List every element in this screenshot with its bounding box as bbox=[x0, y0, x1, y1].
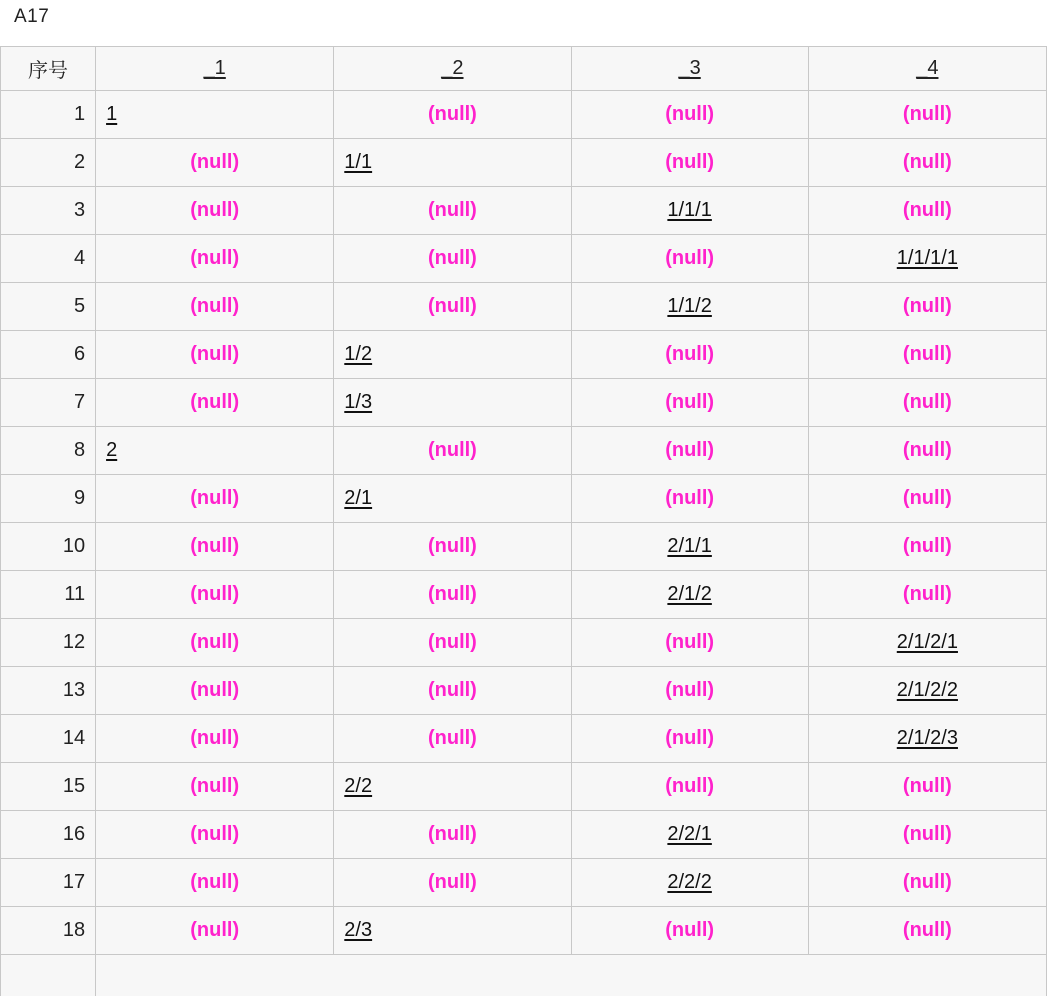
data-cell-col-2[interactable] bbox=[334, 91, 571, 139]
row-index-cell[interactable]: 17 bbox=[1, 859, 96, 907]
data-cell-col-4[interactable] bbox=[808, 331, 1046, 379]
data-cell-col-4[interactable] bbox=[808, 811, 1046, 859]
null-value: (null) bbox=[665, 151, 715, 173]
data-cell-col-1[interactable] bbox=[96, 859, 334, 907]
column-header-3[interactable]: _3 bbox=[571, 47, 808, 91]
data-grid-container bbox=[0, 46, 1048, 996]
data-cell-col-1[interactable] bbox=[96, 283, 334, 331]
column-header-2[interactable]: _2 bbox=[334, 47, 571, 91]
table-bottom-edge bbox=[1, 955, 1047, 996]
data-cell-col-2[interactable] bbox=[334, 475, 571, 523]
null-value: (null) bbox=[427, 631, 477, 653]
data-cell-col-2[interactable] bbox=[334, 619, 571, 667]
null-value: (null) bbox=[427, 295, 477, 317]
data-cell-col-1[interactable] bbox=[96, 811, 334, 859]
data-cell-col-3[interactable] bbox=[571, 187, 808, 235]
data-cell-col-1[interactable] bbox=[96, 187, 334, 235]
data-cell-col-3[interactable] bbox=[571, 283, 808, 331]
null-value: (null) bbox=[665, 103, 715, 125]
data-cell-col-2[interactable] bbox=[334, 859, 571, 907]
null-value: (null) bbox=[190, 823, 240, 845]
null-value: (null) bbox=[427, 199, 477, 221]
null-value: (null) bbox=[427, 871, 477, 893]
path-value[interactable]: 2/3 bbox=[344, 919, 373, 941]
null-value: (null) bbox=[665, 727, 715, 749]
path-value[interactable]: 2/1/2/1 bbox=[896, 631, 958, 653]
data-cell-col-2[interactable] bbox=[334, 715, 571, 763]
data-cell-col-4[interactable] bbox=[808, 619, 1046, 667]
data-cell-col-1[interactable] bbox=[96, 139, 334, 187]
data-cell-col-4[interactable] bbox=[808, 715, 1046, 763]
null-value: (null) bbox=[665, 439, 715, 461]
row-index-cell[interactable]: 9 bbox=[1, 475, 96, 523]
null-value: (null) bbox=[190, 247, 240, 269]
data-cell-col-3[interactable] bbox=[571, 763, 808, 811]
null-value: (null) bbox=[190, 919, 240, 941]
row-index-cell[interactable]: 4 bbox=[1, 235, 96, 283]
column-header-index[interactable]: 序号 bbox=[1, 47, 96, 91]
row-index-cell[interactable]: 10 bbox=[1, 523, 96, 571]
row-index-cell[interactable]: 15 bbox=[1, 763, 96, 811]
null-value: (null) bbox=[665, 343, 715, 365]
table-row bbox=[1, 811, 1047, 859]
data-grid bbox=[0, 46, 1047, 996]
data-cell-col-4[interactable] bbox=[808, 427, 1046, 475]
row-index-cell[interactable]: 16 bbox=[1, 811, 96, 859]
data-cell-col-4[interactable] bbox=[808, 859, 1046, 907]
data-cell-col-4[interactable] bbox=[808, 91, 1046, 139]
table-row bbox=[1, 331, 1047, 379]
table-row bbox=[1, 283, 1047, 331]
data-cell-col-2[interactable] bbox=[334, 379, 571, 427]
null-value: (null) bbox=[190, 775, 240, 797]
data-cell-col-2[interactable] bbox=[334, 139, 571, 187]
null-value: (null) bbox=[665, 919, 715, 941]
table-row bbox=[1, 187, 1047, 235]
null-value: (null) bbox=[902, 151, 952, 173]
row-index-cell[interactable]: 6 bbox=[1, 331, 96, 379]
data-cell-col-3[interactable] bbox=[571, 139, 808, 187]
data-cell-col-2[interactable] bbox=[334, 187, 571, 235]
bottom-edge-cell bbox=[1, 955, 96, 996]
null-value: (null) bbox=[665, 391, 715, 413]
path-value[interactable]: 2/1/1 bbox=[667, 535, 712, 557]
null-value: (null) bbox=[902, 823, 952, 845]
null-value: (null) bbox=[902, 583, 952, 605]
path-value[interactable]: 2/2/2 bbox=[667, 871, 712, 893]
data-cell-col-1[interactable] bbox=[96, 91, 334, 139]
table-row bbox=[1, 715, 1047, 763]
null-value: (null) bbox=[190, 391, 240, 413]
path-value[interactable]: 2/1/2/3 bbox=[896, 727, 958, 749]
row-index-cell[interactable]: 11 bbox=[1, 571, 96, 619]
null-value: (null) bbox=[190, 535, 240, 557]
table-header-row bbox=[1, 47, 1047, 91]
null-value: (null) bbox=[427, 535, 477, 557]
data-cell-col-4[interactable] bbox=[808, 379, 1046, 427]
data-cell-col-1[interactable] bbox=[96, 427, 334, 475]
null-value: (null) bbox=[427, 679, 477, 701]
data-cell-col-4[interactable] bbox=[808, 187, 1046, 235]
null-value: (null) bbox=[902, 439, 952, 461]
data-cell-col-4[interactable] bbox=[808, 475, 1046, 523]
null-value: (null) bbox=[902, 343, 952, 365]
null-value: (null) bbox=[902, 871, 952, 893]
data-cell-col-3[interactable] bbox=[571, 715, 808, 763]
data-cell-col-2[interactable] bbox=[334, 283, 571, 331]
null-value: (null) bbox=[427, 247, 477, 269]
path-value[interactable]: 2/1/2/2 bbox=[896, 679, 958, 701]
path-value[interactable]: 1/3 bbox=[344, 391, 373, 413]
data-cell-col-4[interactable] bbox=[808, 283, 1046, 331]
null-value: (null) bbox=[902, 199, 952, 221]
data-cell-col-1[interactable] bbox=[96, 763, 334, 811]
path-value[interactable]: 2/1/2 bbox=[667, 583, 712, 605]
data-cell-col-3[interactable] bbox=[571, 811, 808, 859]
data-cell-col-3[interactable] bbox=[571, 619, 808, 667]
row-index-cell[interactable]: 14 bbox=[1, 715, 96, 763]
null-value: (null) bbox=[902, 487, 952, 509]
data-cell-col-1[interactable] bbox=[96, 571, 334, 619]
null-value: (null) bbox=[190, 871, 240, 893]
data-cell-col-2[interactable] bbox=[334, 667, 571, 715]
column-header-4[interactable]: _4 bbox=[808, 47, 1046, 91]
table-row bbox=[1, 763, 1047, 811]
cell-reference-label: A17 bbox=[14, 6, 50, 27]
null-value: (null) bbox=[190, 199, 240, 221]
data-cell-col-1[interactable] bbox=[96, 331, 334, 379]
null-value: (null) bbox=[190, 487, 240, 509]
data-cell-col-4[interactable] bbox=[808, 235, 1046, 283]
null-value: (null) bbox=[902, 919, 952, 941]
data-cell-col-1[interactable] bbox=[96, 235, 334, 283]
null-value: (null) bbox=[427, 823, 477, 845]
data-cell-col-3[interactable] bbox=[571, 667, 808, 715]
null-value: (null) bbox=[427, 439, 477, 461]
path-value[interactable]: 1/1 bbox=[344, 151, 373, 173]
table-row bbox=[1, 571, 1047, 619]
row-index-cell[interactable]: 2 bbox=[1, 139, 96, 187]
row-index-cell[interactable]: 1 bbox=[1, 91, 96, 139]
null-value: (null) bbox=[665, 487, 715, 509]
row-index-cell[interactable]: 3 bbox=[1, 187, 96, 235]
path-value[interactable]: 1 bbox=[106, 103, 118, 125]
data-cell-col-3[interactable] bbox=[571, 331, 808, 379]
null-value: (null) bbox=[427, 103, 477, 125]
row-index-cell[interactable]: 5 bbox=[1, 283, 96, 331]
data-cell-col-2[interactable] bbox=[334, 571, 571, 619]
data-cell-col-2[interactable] bbox=[334, 523, 571, 571]
data-cell-col-1[interactable] bbox=[96, 907, 334, 955]
data-cell-col-2[interactable] bbox=[334, 235, 571, 283]
table-row bbox=[1, 427, 1047, 475]
path-value[interactable]: 2/2/1 bbox=[667, 823, 712, 845]
data-cell-col-3[interactable] bbox=[571, 91, 808, 139]
data-cell-col-1[interactable] bbox=[96, 715, 334, 763]
data-cell-col-4[interactable] bbox=[808, 667, 1046, 715]
data-cell-col-3[interactable] bbox=[571, 907, 808, 955]
data-cell-col-4[interactable] bbox=[808, 139, 1046, 187]
path-value[interactable]: 1/1/1/1 bbox=[896, 247, 958, 269]
null-value: (null) bbox=[665, 631, 715, 653]
table-row bbox=[1, 139, 1047, 187]
row-index-cell[interactable]: 12 bbox=[1, 619, 96, 667]
path-value[interactable]: 2/1 bbox=[344, 487, 373, 509]
null-value: (null) bbox=[190, 343, 240, 365]
null-value: (null) bbox=[190, 295, 240, 317]
table-row bbox=[1, 859, 1047, 907]
data-cell-col-1[interactable] bbox=[96, 667, 334, 715]
path-value[interactable]: 1/1/1 bbox=[667, 199, 712, 221]
table-row bbox=[1, 91, 1047, 139]
data-cell-col-3[interactable] bbox=[571, 235, 808, 283]
null-value: (null) bbox=[902, 103, 952, 125]
data-cell-col-1[interactable] bbox=[96, 619, 334, 667]
data-cell-col-4[interactable] bbox=[808, 763, 1046, 811]
row-index-cell[interactable]: 8 bbox=[1, 427, 96, 475]
column-header-1[interactable]: _1 bbox=[96, 47, 334, 91]
path-value[interactable]: 1/1/2 bbox=[667, 295, 712, 317]
null-value: (null) bbox=[902, 295, 952, 317]
table-row bbox=[1, 523, 1047, 571]
null-value: (null) bbox=[190, 679, 240, 701]
data-cell-col-1[interactable] bbox=[96, 475, 334, 523]
data-cell-col-4[interactable] bbox=[808, 571, 1046, 619]
null-value: (null) bbox=[665, 247, 715, 269]
table-row bbox=[1, 667, 1047, 715]
null-value: (null) bbox=[665, 679, 715, 701]
null-value: (null) bbox=[190, 583, 240, 605]
table-row bbox=[1, 235, 1047, 283]
data-cell-col-2[interactable] bbox=[334, 331, 571, 379]
path-value[interactable]: 2/2 bbox=[344, 775, 373, 797]
table-row bbox=[1, 619, 1047, 667]
path-value[interactable]: 1/2 bbox=[344, 343, 373, 365]
null-value: (null) bbox=[427, 583, 477, 605]
null-value: (null) bbox=[665, 775, 715, 797]
null-value: (null) bbox=[427, 727, 477, 749]
table-row bbox=[1, 475, 1047, 523]
table-row bbox=[1, 379, 1047, 427]
data-cell-col-3[interactable] bbox=[571, 379, 808, 427]
table-row bbox=[1, 907, 1047, 955]
null-value: (null) bbox=[902, 391, 952, 413]
data-cell-col-4[interactable] bbox=[808, 523, 1046, 571]
table-body bbox=[1, 91, 1047, 955]
data-cell-col-2[interactable] bbox=[334, 811, 571, 859]
data-cell-col-3[interactable] bbox=[571, 523, 808, 571]
data-cell-col-2[interactable] bbox=[334, 907, 571, 955]
null-value: (null) bbox=[190, 727, 240, 749]
null-value: (null) bbox=[190, 631, 240, 653]
null-value: (null) bbox=[902, 775, 952, 797]
data-cell-col-3[interactable] bbox=[571, 571, 808, 619]
data-cell-col-2[interactable] bbox=[334, 427, 571, 475]
row-index-cell[interactable]: 13 bbox=[1, 667, 96, 715]
null-value: (null) bbox=[190, 151, 240, 173]
row-index-cell[interactable]: 7 bbox=[1, 379, 96, 427]
data-cell-col-1[interactable] bbox=[96, 523, 334, 571]
data-cell-col-3[interactable] bbox=[571, 859, 808, 907]
row-index-cell[interactable]: 18 bbox=[1, 907, 96, 955]
data-cell-col-2[interactable] bbox=[334, 763, 571, 811]
bottom-edge-cell bbox=[96, 955, 1047, 996]
data-cell-col-1[interactable] bbox=[96, 379, 334, 427]
null-value: (null) bbox=[902, 535, 952, 557]
data-cell-col-3[interactable] bbox=[571, 427, 808, 475]
path-value[interactable]: 2 bbox=[106, 439, 118, 461]
data-cell-col-3[interactable] bbox=[571, 475, 808, 523]
data-cell-col-4[interactable] bbox=[808, 907, 1046, 955]
